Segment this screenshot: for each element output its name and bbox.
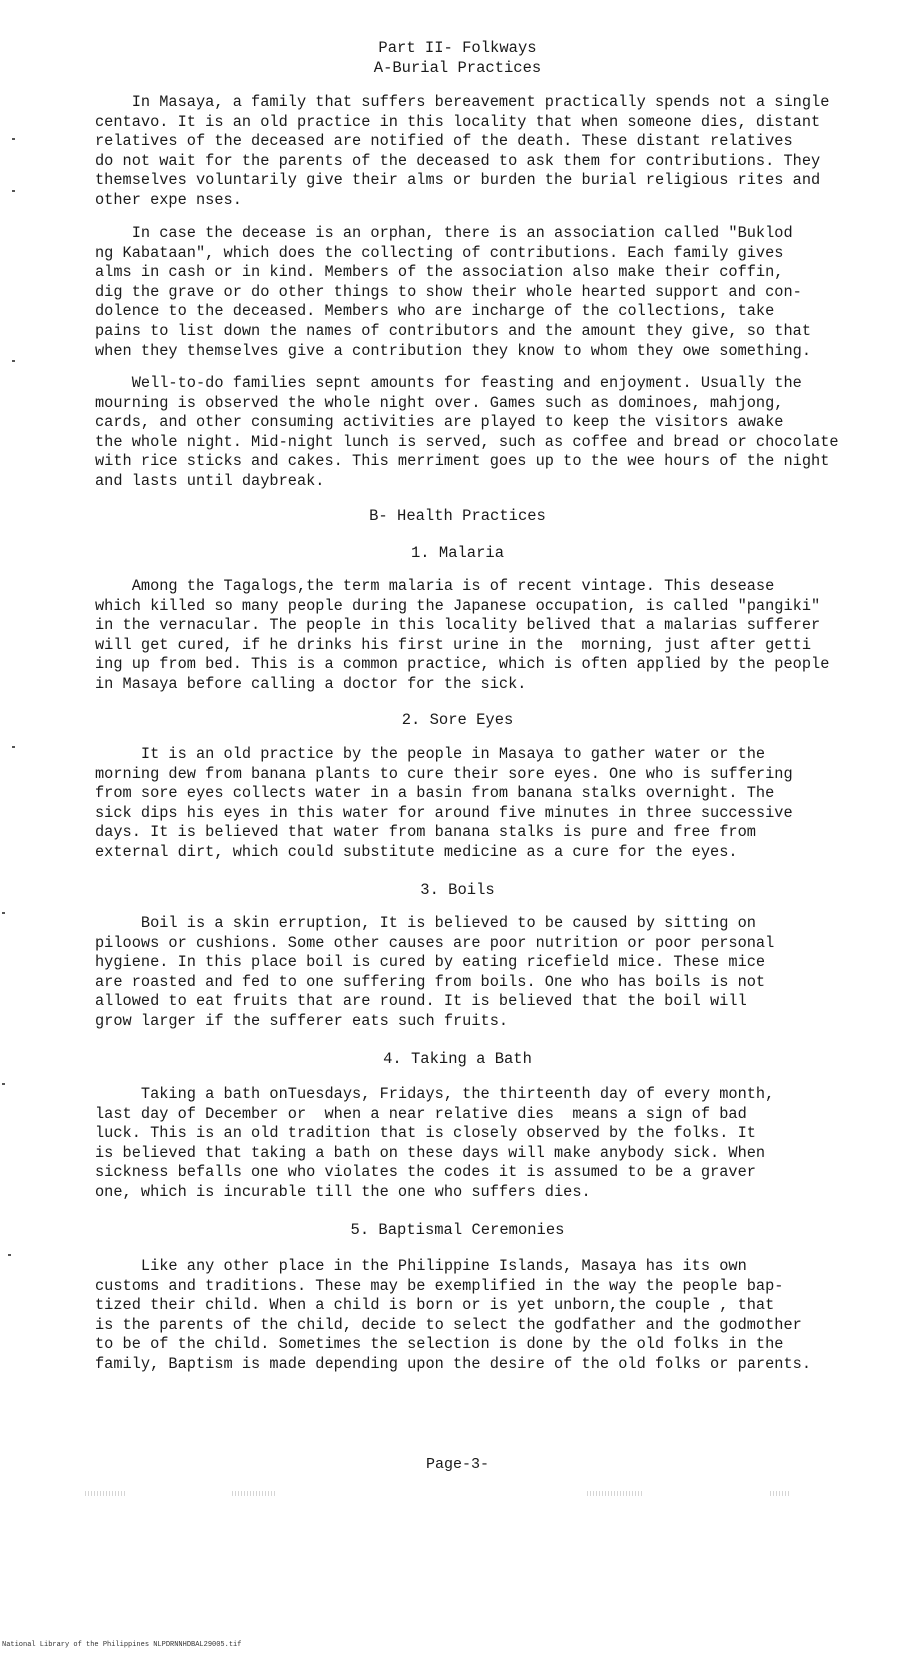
burial-paragraph (95, 93, 885, 211)
archive-credit: National Library of the Philippines NLPDRNNHDBAL29005.tif (2, 1641, 242, 1649)
section-a-title: A-Burial Practices (373, 59, 542, 77)
text-line: one, which is incurable till the one who suffers dies. (95, 1182, 591, 1201)
text-line: dolence to the deceased. Members who are incharge of the collections, take (95, 302, 775, 321)
text-line: luck. This is an old tradition that is closely observed by the folks. It (95, 1124, 756, 1143)
text-line: the whole night. Mid-night lunch is served, such as coffee and bread or chocolate (95, 432, 839, 451)
page-number: Page-3- (425, 1456, 489, 1473)
text-line: In Masaya, a family that suffers bereavement practically spends not a single (95, 93, 830, 111)
text-line: Taking a bath onTuesdays, Fridays, the thirteenth day of every month, (95, 1085, 775, 1103)
margin-mark (12, 360, 15, 362)
subsection-title-sore-eyes: 2. Sore Eyes (401, 711, 514, 729)
text-line: piloows or cushions. Some other causes are poor nutrition or poor personal (95, 933, 775, 952)
burial-paragraph (95, 374, 885, 492)
part-title: Part II- Folkways (378, 39, 537, 57)
text-line: tized their child. When a child is born or is yet unborn,the couple , that (95, 1296, 775, 1315)
subsection-title-malaria: 1. Malaria (410, 544, 504, 562)
text-line: In case the decease is an orphan, there is an association called "Buklod (95, 224, 793, 242)
text-line: relatives of the deceased are notified of the death. These distant relatives (95, 132, 793, 151)
margin-mark (8, 1254, 11, 1256)
text-line: customs and traditions. These may be exemplified in the way the people bap- (95, 1276, 784, 1295)
text-line: allowed to eat fruits that are round. It is believed that the boil will (95, 992, 747, 1011)
baptismal-paragraph (95, 1257, 885, 1375)
text-line: which killed so many people during the Japanese occupation, is called "pangiki" (95, 596, 821, 615)
scan-smudge (85, 1491, 125, 1496)
text-line: are roasted and fed to one suffering from boils. One who has boils is not (95, 972, 766, 991)
text-line: to be of the child. Sometimes the selection is done by the old folks in the (95, 1335, 784, 1354)
text-line: alms in cash or in kind. Members of the association also make their coffin, (95, 263, 784, 282)
text-line: mourning is observed the whole night over. Games such as dominoes, mahjong, (95, 393, 784, 412)
text-line: Boil is a skin erruption, It is believed to be caused by sitting on (95, 914, 756, 932)
text-line: ng Kabataan", which does the collecting of contributions. Each family gives (95, 243, 784, 262)
text-line: last day of December or when a near relative dies means a sign of bad (95, 1104, 747, 1123)
margin-mark (2, 1083, 5, 1085)
text-line: days. It is believed that water from banana stalks is pure and free from (95, 823, 756, 842)
section-b-title: B- Health Practices (369, 507, 546, 525)
text-line: is the parents of the child, decide to select the godfather and the godmother (95, 1315, 802, 1334)
scan-smudge (232, 1491, 277, 1496)
text-line: sickness befalls one who violates the codes it is assumed to be a graver (95, 1163, 756, 1182)
text-line: morning dew from banana plants to cure their sore eyes. One who is suffering (95, 764, 793, 783)
text-line: family, Baptism is made depending upon the desire of the old folks or parents. (95, 1354, 812, 1373)
margin-mark (12, 746, 15, 748)
text-line: is believed that taking a bath on these days will make anybody sick. When (95, 1143, 766, 1162)
subsection-title-baptismal-ceremonies: 5. Baptismal Ceremonies (350, 1221, 565, 1239)
text-line: from sore eyes collects water in a basin from banana stalks overnight. The (95, 784, 775, 803)
text-line: hygiene. In this place boil is cured by eating ricefield mice. These mice (95, 953, 766, 972)
text-line: when they themselves give a contribution they know to whom they owe something. (95, 341, 812, 360)
text-line: with rice sticks and cakes. This merriment goes up to the wee hours of the night (95, 452, 830, 471)
scan-smudge (770, 1491, 790, 1496)
subsection-title-boils: 3. Boils (420, 881, 495, 899)
text-line: It is an old practice by the people in Masaya to gather water or the (95, 745, 766, 763)
text-line: do not wait for the parents of the deceased to ask them for contributions. They (95, 151, 821, 170)
text-line: Among the Tagalogs,the term malaria is of recent vintage. This desease (95, 577, 775, 595)
text-line: cards, and other consuming activities are played to keep the visitors awake (95, 413, 784, 432)
boils-paragraph (95, 914, 885, 1032)
text-line: in Masaya before calling a doctor for the sick. (95, 674, 527, 693)
sore-eyes-paragraph (95, 745, 885, 863)
text-line: will get cured, if he drinks his first urine in the morning, just after getti (95, 635, 812, 654)
margin-mark (12, 190, 15, 192)
text-line: dig the grave or do other things to show their whole hearted support and con- (95, 282, 802, 301)
scan-smudge (587, 1491, 642, 1496)
text-line: ing up from bed. This is a common practice, which is often applied by the people (95, 655, 830, 674)
taking-a-bath-paragraph (95, 1085, 885, 1203)
text-line: Like any other place in the Philippine Islands, Masaya has its own (95, 1257, 747, 1275)
margin-mark (2, 912, 5, 914)
margin-mark (12, 138, 15, 140)
text-line: centavo. It is an old practice in this locality that when someone dies, distant (95, 112, 821, 131)
text-line: other expe nses. (95, 190, 242, 209)
text-line: themselves voluntarily give their alms or burden the burial religious rites and (95, 171, 821, 190)
text-line: grow larger if the sufferer eats such fruits. (95, 1011, 509, 1030)
text-line: external dirt, which could substitute medicine as a cure for the eyes. (95, 842, 738, 861)
subsection-title-taking-a-bath: 4. Taking a Bath (383, 1050, 532, 1068)
malaria-paragraph (95, 577, 885, 695)
burial-paragraph (95, 224, 885, 361)
text-line: Well-to-do families sepnt amounts for feasting and enjoyment. Usually the (95, 374, 802, 392)
text-line: in the vernacular. The people in this locality belived that a malarias sufferer (95, 616, 821, 635)
text-line: pains to list down the names of contributors and the amount they give, so that (95, 321, 812, 340)
text-line: and lasts until daybreak. (95, 471, 325, 490)
text-line: sick dips his eyes in this water for around five minutes in three successive (95, 803, 793, 822)
